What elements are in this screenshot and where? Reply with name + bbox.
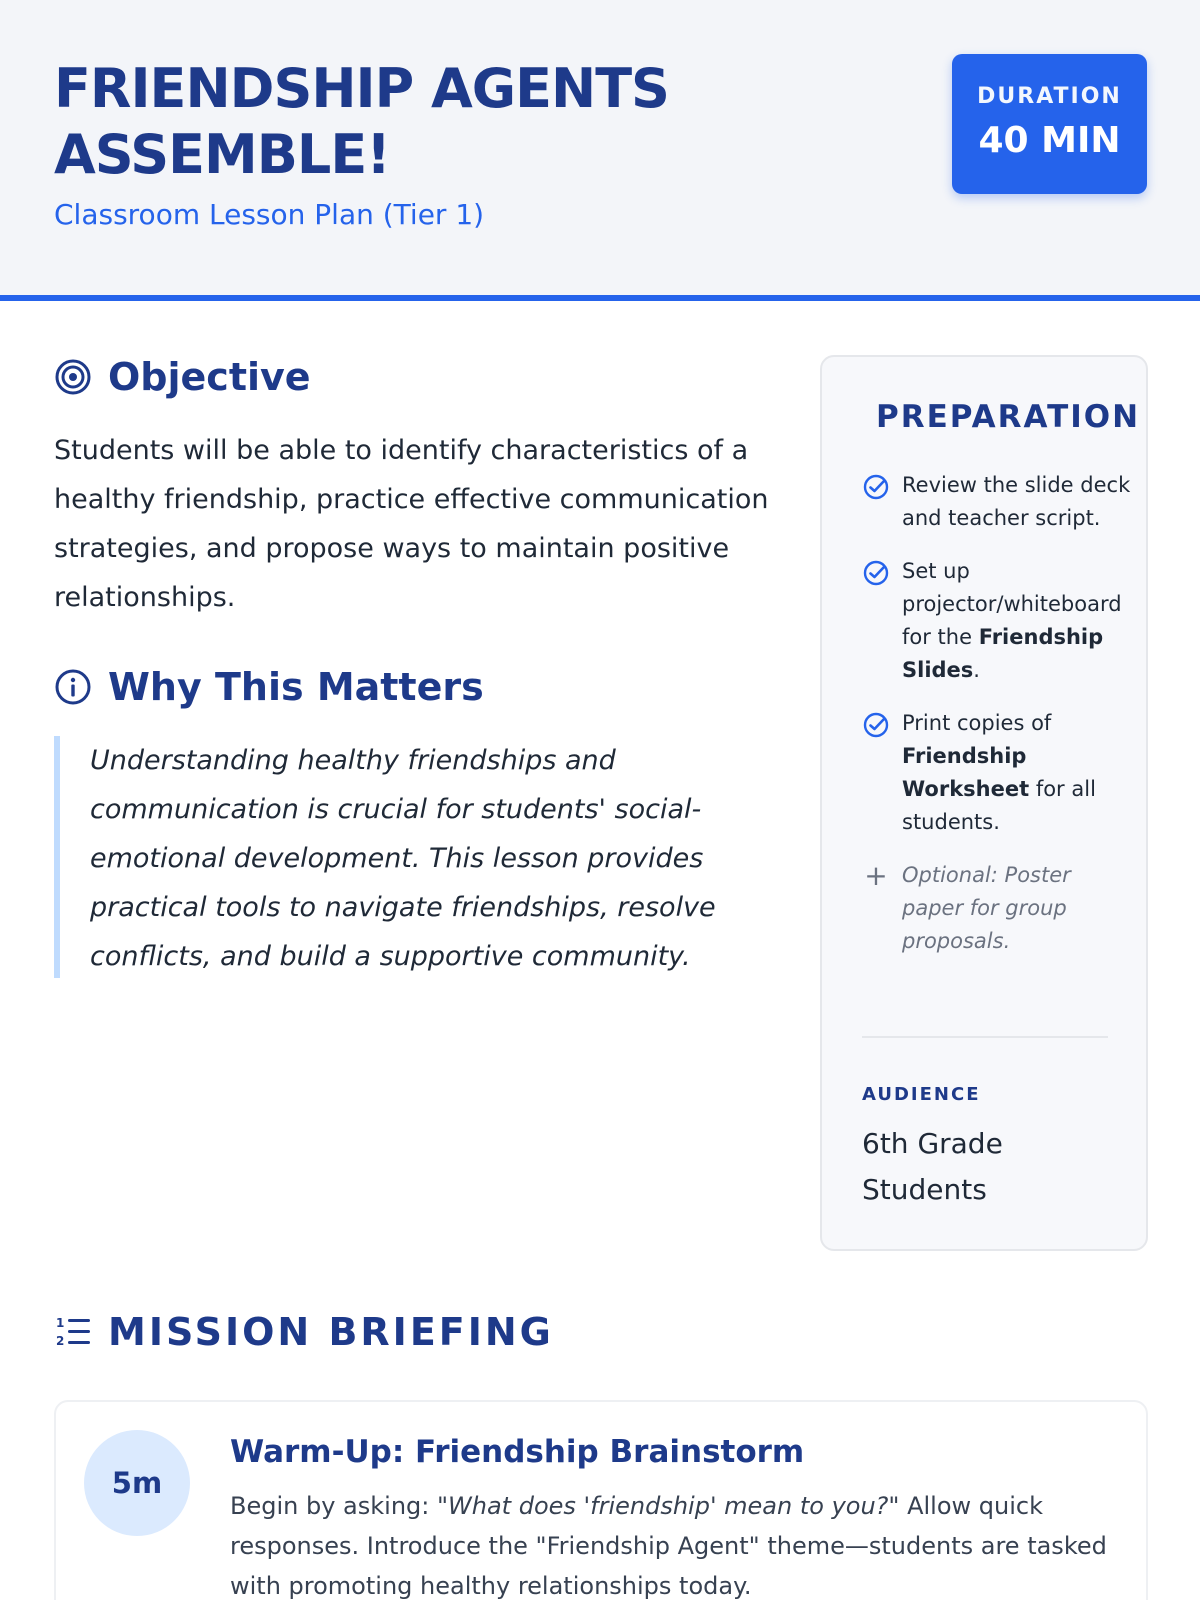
- duration-badge: [952, 54, 1147, 194]
- why-heading: [54, 665, 484, 709]
- check-circle-icon: [862, 711, 890, 739]
- step-duration-badge: 5m: [84, 1430, 190, 1536]
- check-circle-icon: [862, 473, 890, 501]
- prep-item-text: Optional: Poster paper for group proposals.: [902, 863, 1071, 953]
- audience-label: AUDIENCE: [862, 1084, 981, 1105]
- check-circle-icon: [862, 559, 890, 587]
- page-title: FRIENDSHIP AGENTS ASSEMBLE!: [54, 57, 669, 186]
- preparation-title: PREPARATION: [876, 399, 1141, 435]
- prep-item-text: Print copies of Friendship Worksheet for all students.: [902, 711, 1096, 834]
- prep-item: [862, 707, 1132, 839]
- why-heading-label: Why This Matters: [108, 665, 484, 709]
- numbered-list-icon: [54, 1313, 92, 1351]
- step-title: Warm-Up: Friendship Brainstorm: [230, 1434, 805, 1470]
- objective-heading: [54, 355, 311, 399]
- target-icon: [54, 358, 92, 396]
- why-quote: [54, 736, 774, 978]
- plus-icon: +: [864, 859, 888, 892]
- objective-text: Students will be able to identify characteristics of a healthy friendship, practice effective communication strategies, and propose ways to maintain positive relationships.: [54, 435, 769, 613]
- svg-text:1: 1: [56, 1316, 68, 1330]
- lesson-header: [0, 0, 1200, 301]
- audience-value: 6th Grade Students: [862, 1127, 1003, 1206]
- duration-label: DURATION: [977, 84, 1122, 109]
- prep-item-text: Set up projector/whiteboard for the Friendship Slides.: [902, 559, 1122, 682]
- mission-heading: [54, 1310, 554, 1354]
- prep-item: [862, 469, 1132, 535]
- preparation-card: [820, 355, 1148, 1251]
- page-subtitle: Classroom Lesson Plan (Tier 1): [54, 198, 485, 231]
- objective-heading-label: Objective: [108, 355, 311, 399]
- step-description: Begin by asking: "What does 'friendship' mean to you?" Allow quick responses. Introduce the "Friendship Agent" theme—students are tasked with promoting healthy relationships today.: [230, 1492, 1107, 1600]
- preparation-list: [862, 469, 1132, 978]
- prep-item: [862, 555, 1132, 687]
- why-text: Understanding healthy friendships and communication is crucial for students' social-emotional development. This lesson provides practical tools to navigate friendships, resolve conflicts, and build a supportive community.: [90, 745, 716, 972]
- svg-text:2: 2: [56, 1334, 68, 1348]
- info-icon: [54, 668, 92, 706]
- prep-item-optional: [862, 859, 1132, 958]
- prep-item-text: Review the slide deck and teacher script.: [902, 473, 1131, 530]
- mission-heading-label: MISSION BRIEFING: [108, 1310, 554, 1354]
- mission-step-card: [54, 1400, 1148, 1600]
- divider: [862, 1036, 1108, 1038]
- duration-value: 40 MIN: [978, 120, 1121, 161]
